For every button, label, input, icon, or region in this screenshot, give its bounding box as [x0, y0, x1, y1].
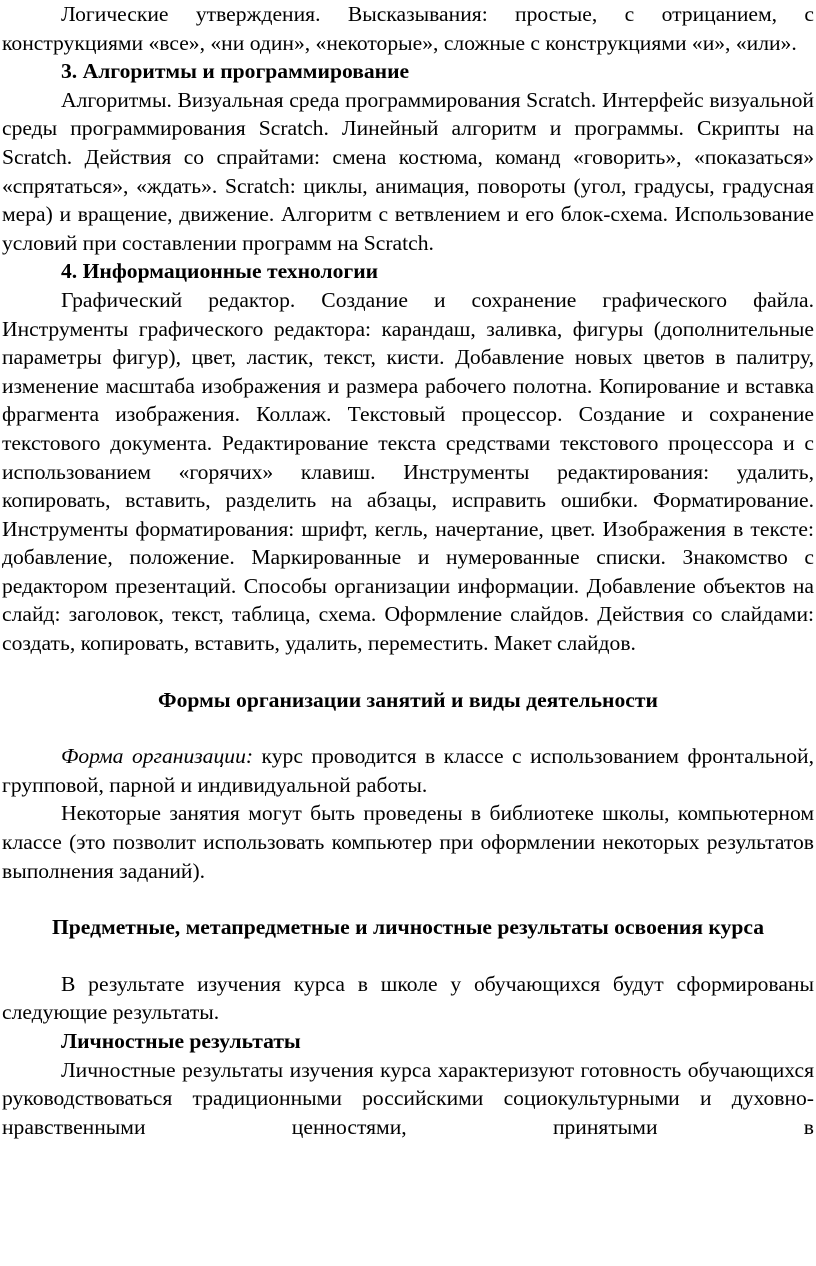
paragraph-forms [2, 742, 814, 799]
heading-information-technologies: 4. Информационные технологии [61, 259, 379, 284]
paragraph-results-intro: В результате изучения курса в школе у обучающихся будут сформированы следующие результаты. [2, 971, 814, 1025]
spacer [2, 714, 814, 742]
heading-algorithms: 3. Алгоритмы и программирование [61, 59, 410, 84]
paragraph-logic: Логические утверждения. Высказывания: простые, с отрицанием, с конструкциями «все», «ни один», «некоторые», сложные с конструкциями «и», «или». [2, 2, 814, 55]
paragraph-information-technologies: Графический редактор. Создание и сохранение графического файла. Инструменты графического редактора: карандаш, заливка, фигуры (дополнительные параметры фигур), цвет, ластик, текст, кисти. Добавление новых цветов в палитру, изменение масштаба изображения и размера рабочего полотна. Копирование и вставка фрагмента изображения. Коллаж. Текстовый процессор. Создание и сохранение текстового документа. Редактирование текста средствами текстового процессора и с использованием «горячих» клавиш. Инструменты редактирования: удалить, копировать, вставить, разделить на абзацы, исправить ошибки. Форматирование. Инструменты форматирования: шрифт, кегль, начертание, цвет. Изображения в тексте: добавление, положение. Маркированные и нумерованные списки. Знакомство с редактором презентаций. Способы организации информации. Добавление объектов на слайд: заголовок, текст, таблица, схема. Оформление слайдов. Действия со слайдами: создать, копировать, вставить, удалить, переместить. Макет слайдов. [2, 287, 814, 656]
paragraph-library: Некоторые занятия могут быть проведены в библиотеке школы, компьютерном классе (это позволит использовать компьютер при оформлении некоторых результатов выполнения заданий). [2, 801, 814, 883]
spacer [2, 885, 814, 913]
forms-text: курс проводится в классе с использованием фронтальной, групповой, парной и индивидуальной работы. [2, 744, 814, 797]
heading-personal-results: Личностные результаты [61, 1029, 301, 1053]
paragraph-algorithms: Алгоритмы. Визуальная среда программирования Scratch. Интерфейс визуальной среды программирования Scratch. Линейный алгоритм и программы. Скрипты на Scratch. Действия со спрайтами: смена костюма, команд «говорить», «показаться» «спрятаться», «ждать». Scratch: циклы, анимация, повороты (угол, градусы, градусная мера) и вращение, движение. Алгоритм с ветвлением и его блок-схема. Использование условий при составлении программ на Scratch. [2, 87, 814, 255]
spacer [2, 658, 814, 686]
forms-label: Форма организации: [61, 744, 254, 769]
spacer [2, 942, 814, 970]
paragraph-personal-results: Личностные результаты изучения курса характеризуют готовность обучающихся руководствоваться традиционными российскими социокультурными и духовно-нравственными ценностями, принятыми в [2, 1057, 814, 1139]
heading-results: Предметные, метапредметные и личностные результаты освоения курса [51, 915, 765, 940]
heading-forms-of-organization: Формы организации занятий и виды деятельности [158, 687, 658, 712]
